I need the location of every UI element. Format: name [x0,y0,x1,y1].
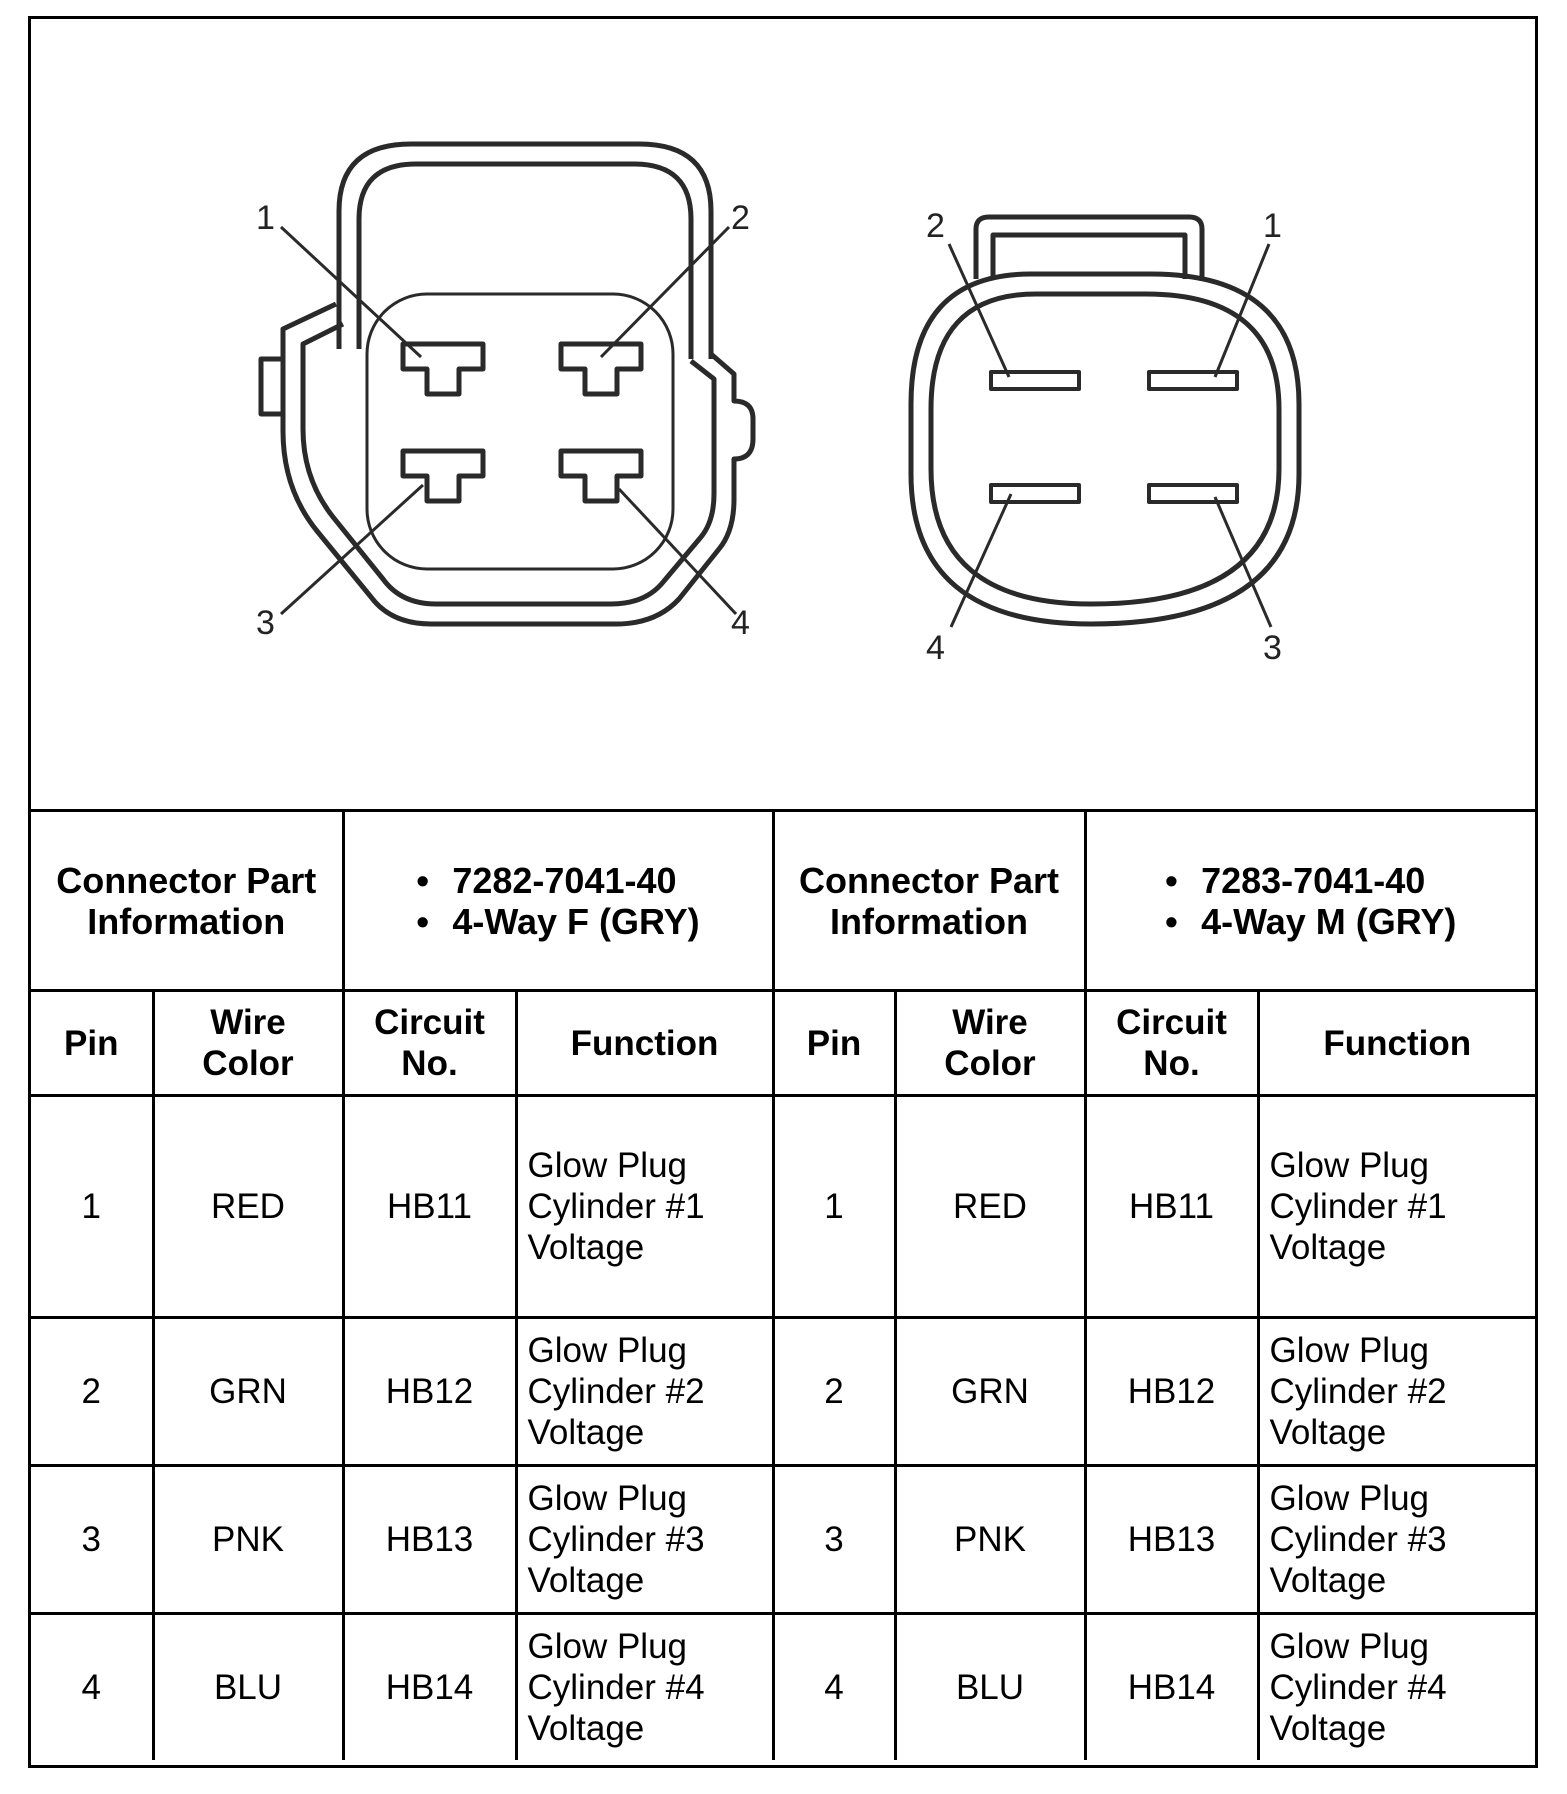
female-latch-hood-inner [359,164,691,359]
male-pin-label-1: 1 [1263,207,1282,245]
male-leader-2 [949,244,1009,377]
circuit-cell: HB14 [343,1614,516,1761]
pin-cell: 1 [31,1096,153,1318]
wire-color-cell: RED [153,1096,343,1318]
wire-color-cell: RED [895,1096,1085,1318]
pin-cell: 4 [31,1614,153,1761]
right-connector-type: • 4-Way M (GRY) [1165,901,1456,942]
wire-color-cell: PNK [153,1466,343,1614]
function-cell: Glow Plug Cylinder #1 Voltage [516,1096,773,1318]
connector-info-row [31,812,1535,991]
function-cell: Glow Plug Cylinder #2 Voltage [516,1318,773,1466]
male-terminal-3 [1149,485,1237,502]
right-info-label: Connector Part Information [773,812,1085,991]
right-col-function: Function [1258,991,1535,1096]
function-cell: Glow Plug Cylinder #3 Voltage [1258,1466,1535,1614]
pin-cell: 3 [773,1466,895,1614]
connector-diagram [31,19,1535,812]
female-latch-hood [339,144,711,359]
function-cell: Glow Plug Cylinder #4 Voltage [1258,1614,1535,1761]
circuit-cell: HB13 [343,1466,516,1614]
column-header-row [31,991,1535,1096]
female-connector-illustration [261,144,753,624]
pin-cell: 4 [773,1614,895,1761]
male-terminal-1 [1149,372,1237,389]
function-cell: Glow Plug Cylinder #1 Voltage [1258,1096,1535,1318]
male-pin-label-4: 4 [926,629,945,667]
female-body-inner [303,324,714,604]
female-terminal-2 [561,344,641,394]
wire-color-cell: GRN [895,1318,1085,1466]
left-col-wire-color: Wire Color [153,991,343,1096]
circuit-cell: HB11 [343,1096,516,1318]
wire-color-cell: GRN [153,1318,343,1466]
female-pin-label-4: 4 [731,604,750,642]
right-col-circuit: Circuit No. [1085,991,1258,1096]
table-row [31,1614,1535,1761]
male-terminal-4 [991,485,1079,502]
male-terminal-2 [991,372,1079,389]
female-side-tab [261,359,283,414]
circuit-cell: HB13 [1085,1466,1258,1614]
right-info-value [1085,812,1535,991]
female-pin-face [367,294,673,569]
female-body-outer [283,304,753,624]
circuit-cell: HB14 [1085,1614,1258,1761]
circuit-cell: HB12 [343,1318,516,1466]
male-latch [976,217,1202,281]
function-cell: Glow Plug Cylinder #4 Voltage [516,1614,773,1761]
female-pin-label-1: 1 [256,199,275,237]
left-part-info-list [416,860,699,942]
right-part-number: • 7283-7041-40 [1165,860,1456,901]
left-connector-type: • 4-Way F (GRY) [416,901,699,942]
table-row [31,1318,1535,1466]
male-connector-illustration [911,217,1299,627]
pin-cell: 1 [773,1096,895,1318]
female-pin-label-3: 3 [256,604,275,642]
male-leader-3 [1215,497,1271,627]
male-pin-label-3: 3 [1263,629,1282,667]
pin-cell: 2 [31,1318,153,1466]
table-row [31,1466,1535,1614]
circuit-cell: HB11 [1085,1096,1258,1318]
right-col-wire-color: Wire Color [895,991,1085,1096]
left-info-label: Connector Part Information [31,812,343,991]
left-info-value [343,812,773,991]
pin-cell: 2 [773,1318,895,1466]
function-cell: Glow Plug Cylinder #2 Voltage [1258,1318,1535,1466]
left-col-circuit: Circuit No. [343,991,516,1096]
function-cell: Glow Plug Cylinder #3 Voltage [516,1466,773,1614]
male-pin-label-2: 2 [926,207,945,245]
right-col-pin: Pin [773,991,895,1096]
table-row [31,1096,1535,1318]
female-terminal-4 [561,451,641,501]
left-col-pin: Pin [31,991,153,1096]
wire-color-cell: BLU [153,1614,343,1761]
wire-color-cell: PNK [895,1466,1085,1614]
pinout-table [31,812,1535,1760]
female-leader-1 [281,227,421,357]
left-col-function: Function [516,991,773,1096]
connector-sheet [28,16,1538,1768]
pin-cell: 3 [31,1466,153,1614]
wire-color-cell: BLU [895,1614,1085,1761]
left-part-number: • 7282-7041-40 [416,860,699,901]
right-part-info-list [1165,860,1456,942]
female-pin-label-2: 2 [731,199,750,237]
circuit-cell: HB12 [1085,1318,1258,1466]
